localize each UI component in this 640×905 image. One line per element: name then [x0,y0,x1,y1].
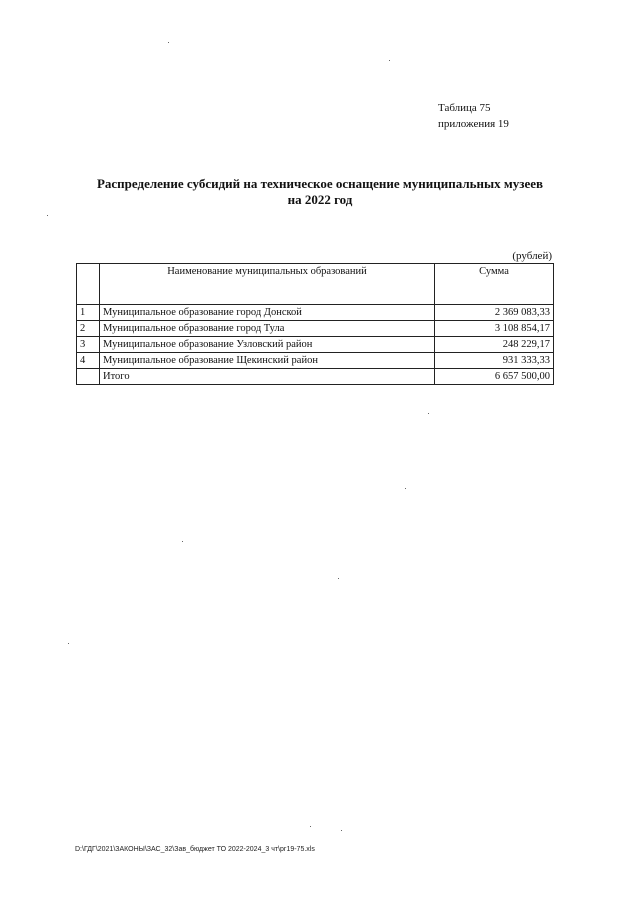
table-row [77,353,554,369]
scan-speck [47,215,48,216]
row-name: Муниципальное образование Узловский район [100,337,435,353]
scan-speck [428,413,429,414]
row-sum: 248 229,17 [435,337,554,353]
row-sum: 931 333,33 [435,353,554,369]
row-number: 1 [77,305,100,321]
row-name: Муниципальное образование Щекинский район [100,353,435,369]
title-line-1: Распределение субсидий на техническое оснащение муниципальных музеев [96,176,544,191]
document-title [60,176,580,208]
scan-speck [341,830,342,831]
file-path-footer: D:\ГДГ\2021\ЗАКОНЫ\ЗАС_32\Зав_бюджет ТО 2022-2024_3 чт\рг19-75.xls [75,846,315,853]
table-row [77,305,554,321]
table-row [77,337,554,353]
table-number: Таблица 75 [438,102,491,114]
scan-speck [338,578,339,579]
scan-speck [182,541,183,542]
total-label: Итого [100,369,435,385]
total-row [77,369,554,385]
row-sum: 3 108 854,17 [435,321,554,337]
subsidy-table [76,263,554,385]
table-reference [438,100,509,132]
scan-speck [168,42,169,43]
row-name: Муниципальное образование город Тула [100,321,435,337]
total-number [77,369,100,385]
row-sum: 2 369 083,33 [435,305,554,321]
total-sum: 6 657 500,00 [435,369,554,385]
scan-speck [68,643,69,644]
scan-speck [405,488,406,489]
row-number: 4 [77,353,100,369]
scan-speck [389,60,390,61]
column-header-number [77,264,100,305]
units-label: (рублей) [512,250,552,262]
title-line-2: на 2022 год [287,192,353,207]
appendix-number: приложения 19 [438,118,509,130]
column-header-sum: Сумма [435,264,554,305]
scan-speck [310,826,311,827]
row-name: Муниципальное образование город Донской [100,305,435,321]
row-number: 2 [77,321,100,337]
table-header-row [77,264,554,305]
table-row [77,321,554,337]
column-header-name: Наименование муниципальных образований [100,264,435,305]
row-number: 3 [77,337,100,353]
